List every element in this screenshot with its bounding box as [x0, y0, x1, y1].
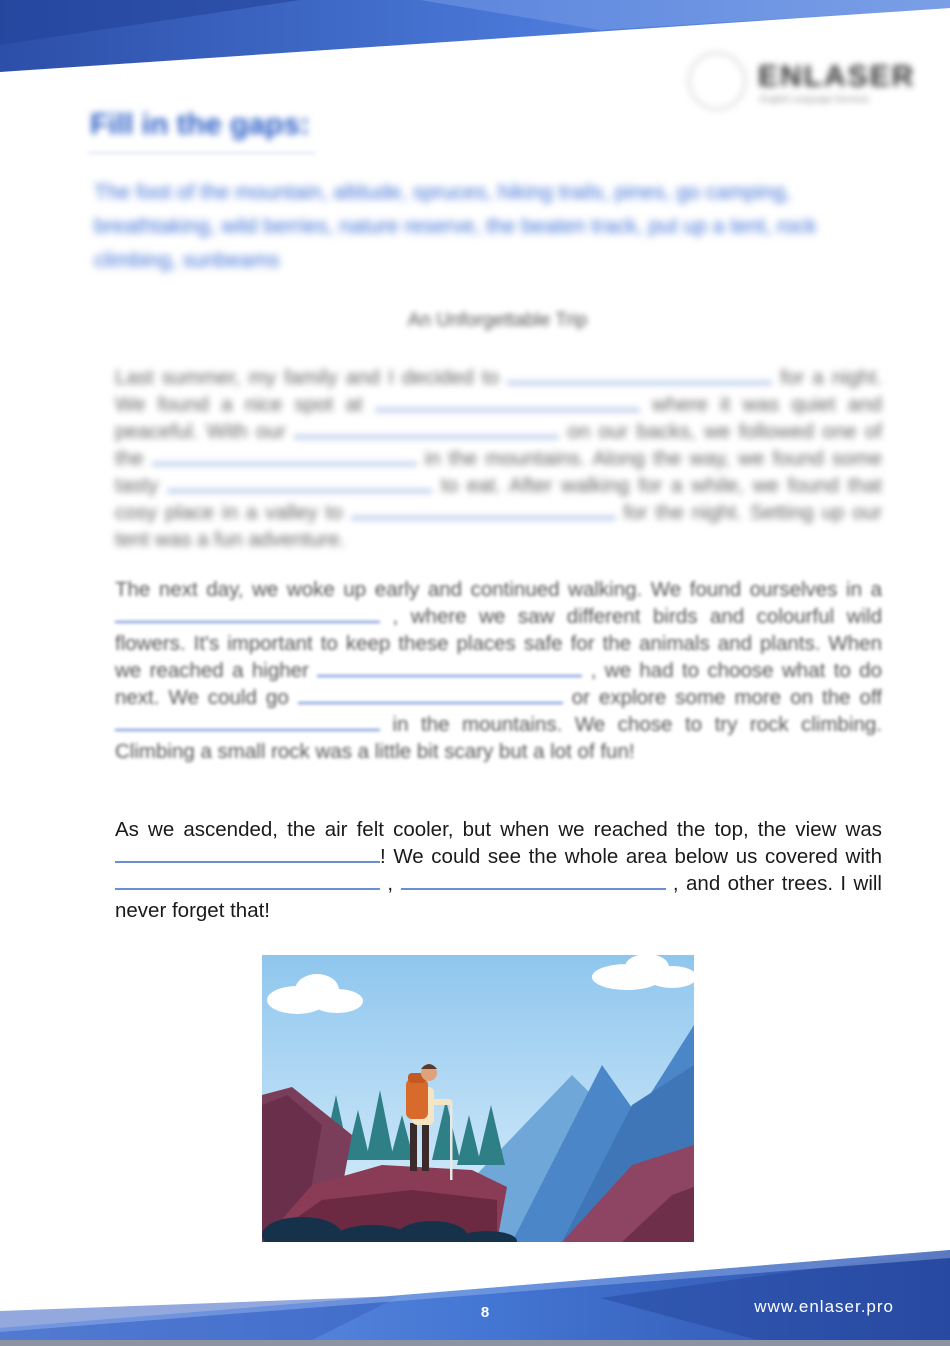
logo-emblem	[688, 52, 746, 110]
paragraph-text: where it was quiet and peaceful. With our	[115, 393, 883, 443]
paragraph-text: for a night. We found a nice spot at	[115, 366, 882, 416]
gap-blank-2[interactable]	[375, 403, 640, 411]
paragraph-text: Last summer, my family and I decided to	[115, 366, 499, 389]
gap-blank-13[interactable]	[401, 882, 666, 890]
story-paragraph-2	[115, 576, 882, 765]
story-paragraph-1	[115, 364, 882, 553]
paragraph-text: for the night. Setting up our tent was a fun adventure.	[115, 501, 882, 551]
paragraph-text: , and other trees. I will never forget that!	[115, 872, 882, 922]
gap-blank-7[interactable]	[115, 615, 380, 623]
exercise-heading: Fill in the gaps:	[90, 108, 311, 141]
hiker-mountain-illustration	[262, 955, 694, 1242]
website-link[interactable]: www.enlaser.pro	[754, 1297, 894, 1316]
paragraph-text: on our backs, we followed one of the	[115, 420, 882, 470]
enlaser-logo	[688, 50, 916, 110]
gap-blank-3[interactable]	[294, 430, 559, 438]
paragraph-text: As we ascended, the air felt cooler, but when we reached the top, the view was	[115, 818, 882, 841]
logo-tagline: English Language Services	[760, 94, 870, 104]
paragraph-text: ,	[387, 872, 394, 895]
paragraph-text: , we had to choose what to do next. We could go	[115, 659, 882, 709]
gap-blank-4[interactable]	[152, 457, 417, 465]
paragraph-text: to eat. After walking for a while, we found that cosy place in a valley to	[115, 474, 882, 524]
story-paragraph-3	[115, 816, 882, 924]
gap-blank-5[interactable]	[167, 484, 432, 492]
paragraph-text: , where we saw different birds and colourful wild flowers. It's important to keep these places safe for the animals and plants. When we reached a higher	[115, 605, 882, 682]
gap-blank-1[interactable]	[507, 376, 772, 384]
paragraph-text: or explore some more on the off	[571, 686, 882, 709]
logo-text: ENLASER	[758, 60, 916, 93]
paragraph-text: in the mountains. We chose to try rock climbing. Climbing a small rock was a little bit scary but a lot of fun!	[115, 713, 882, 763]
gap-blank-9[interactable]	[298, 696, 563, 704]
story-title: An Unforgettable Trip	[407, 310, 588, 331]
gap-blank-8[interactable]	[317, 669, 582, 677]
gap-blank-6[interactable]	[351, 511, 616, 519]
gap-blank-12[interactable]	[115, 882, 380, 890]
paragraph-text: in the mountains. Along the way, we found some tasty	[115, 447, 883, 497]
heading-underline	[88, 152, 316, 154]
page-number: 8	[480, 1304, 490, 1321]
gap-blank-10[interactable]	[115, 723, 380, 731]
gap-blank-11[interactable]	[115, 855, 380, 863]
footer-band	[0, 1236, 950, 1346]
paragraph-text: The next day, we woke up early and continued walking. We found ourselves in a	[115, 578, 882, 601]
word-bank: The foot of the mountain, altitude, spruces, hiking trails, pines, go camping, breathtaking, wild berries, nature reserve, the beaten track, put up a tent, rock climbing, sunbeams	[94, 181, 817, 272]
paragraph-text: ! We could see the whole area below us covered with	[380, 845, 882, 868]
